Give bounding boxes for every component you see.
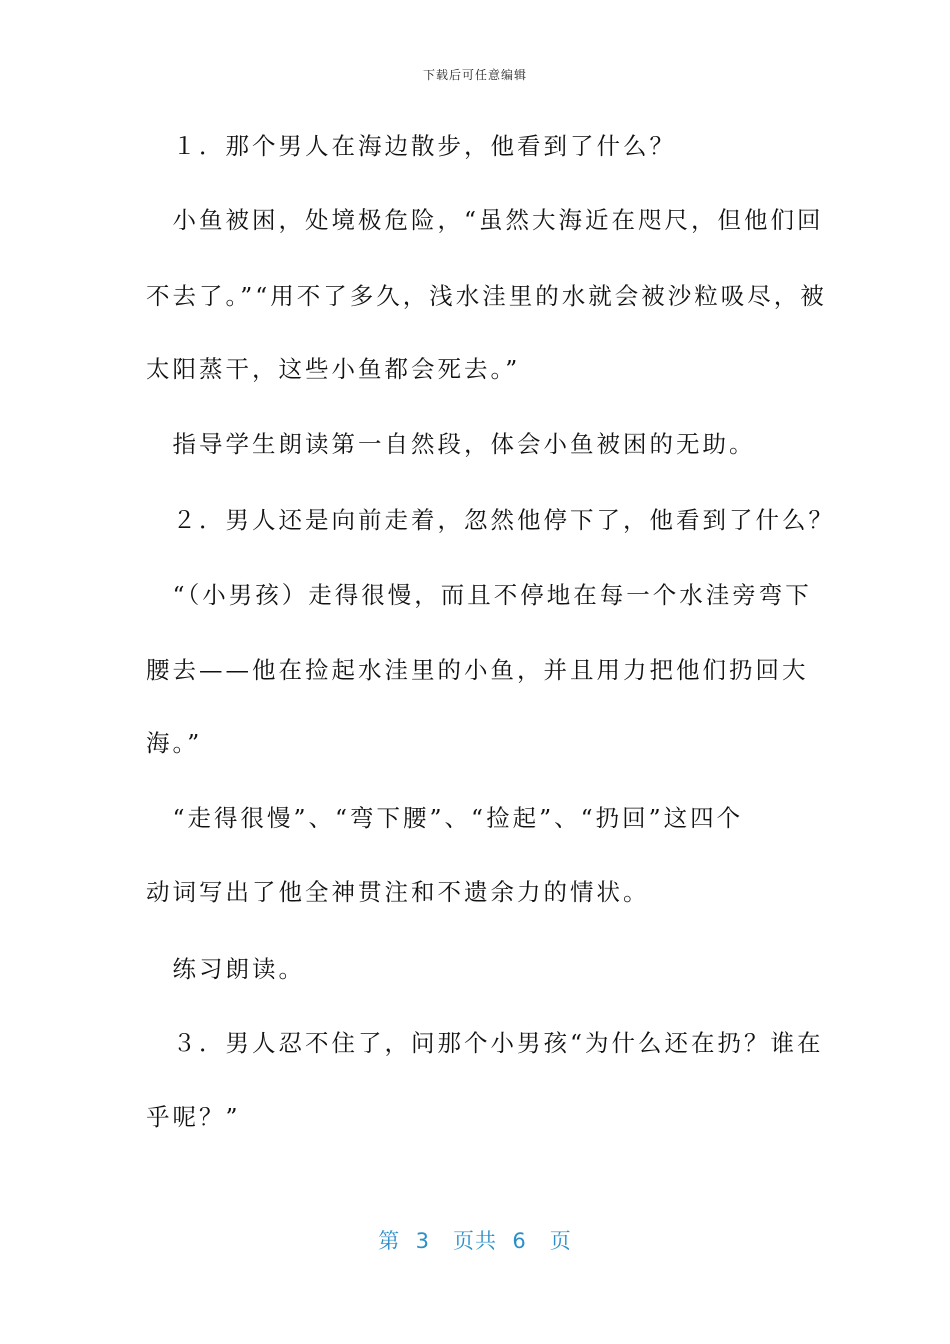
paragraph-line: ３．男人忍不住了，问那个小男孩“为什么还在扔？谁在 <box>146 1029 824 1057</box>
paragraph-line: 海。” <box>146 729 203 757</box>
paragraph-line: 不去了。”“用不了多久，浅水洼里的水就会被沙粒吸尽，被 <box>146 282 827 310</box>
paragraph-line: １．那个男人在海边散步，他看到了什么？ <box>146 132 676 160</box>
paragraph-line: “走得很慢”、“弯下腰”、“捡起”、“扔回”这四个 <box>146 804 744 832</box>
paragraph-line: “（小男孩）走得很慢，而且不停地在每一个水洼旁弯下 <box>146 581 812 609</box>
paragraph-line: 练习朗读。 <box>146 955 305 983</box>
page-number-footer: 第 3 页共 6 页 <box>378 1229 572 1253</box>
paragraph-line: ２．男人还是向前走着，忽然他停下了，他看到了什么？ <box>146 506 835 534</box>
paragraph-line: 小鱼被困，处境极危险，“虽然大海近在咫尺，但他们回 <box>146 206 824 234</box>
paragraph-line: 乎呢？” <box>146 1103 241 1131</box>
paragraph-line: 动词写出了他全神贯注和不遗余力的情状。 <box>146 878 650 906</box>
paragraph-line: 太阳蒸干，这些小鱼都会死去。” <box>146 355 521 383</box>
paragraph-line: 指导学生朗读第一自然段，体会小鱼被困的无助。 <box>146 430 756 458</box>
paragraph-line: 腰去——他在捡起水洼里的小鱼，并且用力把他们扔回大 <box>146 656 809 684</box>
page-header: 下载后可任意编辑 <box>422 68 527 82</box>
